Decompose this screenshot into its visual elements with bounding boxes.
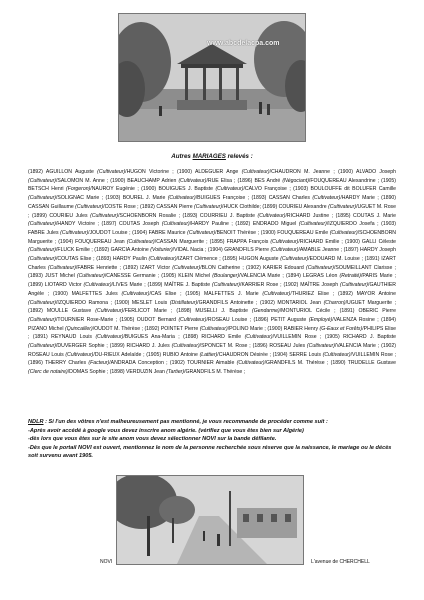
avenue-photo	[116, 475, 304, 565]
record-occupation: (Voiturier)	[150, 247, 173, 254]
record-text: /GRANDFILS M. Thérèse ; (1890) TRUDELLE Gustave	[264, 360, 397, 367]
record-occupation: (Cultivateur)	[262, 290, 291, 297]
record-text: /GRANDFILS Antoinette ; (1902) MONTARIOL Jean	[197, 299, 324, 306]
record-occupation: (Cultivateur)	[161, 221, 190, 228]
record-text: /COSTE Rose ; (1892) CASSAN Pierre	[103, 203, 195, 210]
heading-suffix: relevés :	[225, 153, 253, 160]
record-occupation: (Employé)	[308, 316, 333, 323]
record-occupation: (Cultivateur)	[280, 256, 309, 263]
record-text: /SCHOENBORN Marguerite ; (1904) FOUQUEREAU Jean	[28, 229, 396, 245]
record-text: /SOUMEILLANT Clarisse ; (1893) JUST Michel	[28, 264, 396, 280]
record-occupation: (Cultivateur)	[244, 334, 273, 341]
record-occupation: (Cultivateur)	[322, 351, 351, 358]
record-text: /DOMAS Sophie ; (1898) VERDUZIN Jean	[67, 369, 167, 376]
record-text: /ANDRADA Conception ; (1902) TOURNIER Aimable	[109, 360, 237, 367]
record-text: /SOLIGNAC Marie ; (1903) BOUREL J. Marie	[56, 195, 168, 202]
caption-right: L'avenue de CHERCHELL	[311, 559, 370, 565]
record-text: /UGUET M. Rose ; (1899) COURIEU Jules	[28, 203, 396, 219]
note-line: -dès lors que vous êtes sur le site anom vous devez sélectionner NOVI sur la bande défilante.	[28, 436, 277, 443]
record-text: /BUIGUES Françoise ; (1893) CASSAN Charles	[195, 195, 313, 202]
record-occupation: (Cultivateur)	[270, 247, 299, 254]
record-occupation: (Cultivateur)	[171, 343, 200, 350]
record-occupation: (Cultivateur)	[148, 256, 177, 263]
record-text: /TOURNIER Rose-Marie ; (1905) OUDOT Bernard	[56, 316, 179, 323]
record-occupation: (Cultivateur)	[121, 290, 150, 297]
record-text: /FERLICOT Marie ; (1898) MUSELLI J. Baptiste	[123, 308, 253, 315]
record-occupation: (Facteur)	[88, 360, 110, 367]
record-occupation: (Cultivateur)	[28, 177, 56, 184]
record-text: /IZQUIERDO Ramona ; (1900) MESLET Louis	[56, 299, 170, 306]
note-line: -Après avoir accédé à google vous devez inscrire anom algérie. (vérifiez que vous êtes bien sur Algérie)	[28, 427, 304, 434]
record-occupation: (Retraité)	[339, 273, 361, 280]
record-text: /DU-RIEUX Adelaïde ; (1905) RUBIO Antoine	[93, 351, 200, 358]
record-text: /UGUET Marguerite ; (1892) MOULLE Gustave	[28, 299, 396, 315]
record-text: /HARDY Marie ; (1890) CASSAN Guillaume	[28, 195, 396, 210]
record-occupation: (Cultivateur)	[236, 360, 265, 367]
record-occupation: (Cultivateur)	[28, 195, 56, 202]
record-occupation: (Cultivateur)	[328, 203, 357, 210]
record-text: /HUCK Clothilde; (1899) COURIEU Alexandre	[222, 203, 329, 210]
record-occupation: (Cultivateur)	[28, 221, 56, 228]
record-text: /GRANDFILS M. Thérèse ;	[184, 369, 246, 376]
record-occupation: (Cultivateur)	[305, 264, 334, 271]
record-text: /SPONCET M. Rose ; (1896) ROSEAU Jules	[199, 343, 307, 350]
record-text: /CASSAN Marguerite ; (1895) FRAPPA François	[154, 238, 271, 245]
record-text: /CANESSE Germanie ; (1905) KLEIN Michel	[104, 273, 213, 280]
record-text: /CAS Elise ; (1905) MALFETTES J. Marie	[149, 290, 263, 297]
record-occupation: (Cultivateur)	[178, 177, 207, 184]
record-occupation: (Cultivateur)	[126, 238, 155, 245]
record-text: /PHILIPS Elise ; (1891) REYNAUD Louis	[28, 325, 396, 341]
record-text: /FOUQUEREAU Alexandrine ; (1905) BETSCH Henri	[28, 177, 396, 193]
record-text: /KARRIER Rose ; (1902) MAÎTRE Joseph	[240, 282, 341, 289]
record-text: /VALENCIA Marie ; (1902) ROSEAU Louis	[28, 343, 396, 358]
record-occupation: (Cultivateur)	[95, 308, 124, 315]
record-occupation: (Cultivateur)	[241, 169, 270, 175]
record-text: (1892) AGUILLON Auguste	[28, 169, 98, 175]
record-text: /VIDAL Nacia ; (1904) GRANDFILS Pierre	[172, 247, 271, 254]
record-text: /JOUDOT Louise ; (1904) FABRE Maurice	[88, 229, 188, 236]
record-occupation: (Cultivateur)	[90, 212, 119, 219]
record-occupation: (Cultivateur)	[60, 229, 89, 236]
record-text: /VALENZA Rosine ; (1894) PIZANO Michel	[28, 316, 396, 332]
record-text: /RUE Elisa ; (1896) BES André	[206, 177, 283, 184]
record-occupation: (Cultivateur)	[28, 316, 56, 323]
record-occupation: (Cultivateur)	[178, 316, 207, 323]
record-occupation: (Cultivateur)	[199, 325, 228, 332]
note-line: -Dès que le portail NOVI est ouvert, mentionnez le nom de la personne recherchée sous réserve que la naissance, le mariage ou le décès soit survenu avant 1905.	[28, 444, 392, 460]
record-occupation: (Cultivateur)	[75, 203, 104, 210]
record-occupation: (Cultivateur)	[312, 195, 341, 202]
record-occupation: (Gendarme)	[252, 308, 280, 315]
record-text: /SCHOENBORN Rosalie ; (1893) COURRIEU J. Baptiste	[118, 212, 258, 219]
avenue-photo-drawing	[117, 476, 303, 564]
record-text: /RICHARD Justine ; (1895) COUTAS J. Marie	[285, 212, 396, 219]
record-occupation: (G-Eaux et Forêts)	[319, 325, 363, 332]
record-occupation: (Distillateur)	[169, 299, 198, 306]
caption-left: NOVI	[100, 559, 113, 565]
record-text: /FLUCK Emilie ; (1892) GARCIA Antoine	[56, 247, 151, 254]
record-occupation: (Cultivateur)	[187, 229, 216, 236]
record-text: /OUDOT M. Thérèse ; (1892) POINTET Pierre	[92, 325, 200, 332]
record-occupation: (Charron)	[323, 299, 346, 306]
record-occupation: (Négociant)	[282, 177, 309, 184]
record-occupation: (Cultivateur)	[194, 203, 223, 210]
heading-emphasis: MARIAGES	[192, 153, 226, 160]
record-text: /MONTURIOL Cécile ; (1891) OBERIC Pierre	[279, 308, 397, 315]
record-occupation: (Cultivateur)	[212, 282, 241, 289]
record-occupation: (Lattier)	[199, 351, 218, 358]
record-text: /VALENCIA Marie ; (1894) LEGRAS Léon	[239, 273, 340, 280]
record-occupation: (Cultivateur)	[172, 264, 201, 271]
record-text: /IZQUIERDO Josefa ; (1903) FABRE Jules	[28, 221, 396, 236]
record-text: /DUVERGER Sophie ; (1899) RICHARD J. Jules	[56, 343, 172, 350]
record-occupation: (Cultivateur)	[83, 282, 112, 289]
record-text: /GAUTHIER Angèle ; (1900) MALFETTES Jules	[28, 282, 397, 297]
kiosk-photo	[118, 13, 306, 142]
record-text: /ROSEAU Louise ; (1896) PETIT Auguste	[206, 316, 309, 323]
record-occupation: (Cultivateur)	[270, 238, 299, 245]
record-text: /PARIS Marie ; (1899) LIOTARD Victor	[28, 273, 396, 289]
record-text: /HUGON Victorine ; (1900) ALDEGUER Ange	[125, 169, 242, 175]
record-occupation: (Cultivateur)	[298, 221, 327, 228]
record-text: /THURIEZ Elise ; (1892) MAYOR Antoine	[290, 290, 396, 297]
record-text: /FABRE Henriette ; (1892) IZART Victor	[75, 264, 173, 271]
record-occupation: (Cultivateur)	[215, 186, 244, 193]
record-text: /BLON Catherine ; (1902) KARIER Edouard	[200, 264, 306, 271]
record-occupation: (Cultivateur)	[257, 212, 286, 219]
record-text: /NAUROY Eugénie ; (1900) BOUIGUES J. Baptiste	[90, 186, 216, 193]
ndlr-note	[28, 418, 396, 461]
record-text: /VUILLEMIN Rose ; (1905) RICHARD J. Baptiste	[272, 334, 396, 341]
record-occupation: (Cultivateur)	[97, 169, 126, 175]
record-text: /EDOUARD M. Louise ; (1891) IZART Charles	[28, 256, 396, 271]
record-occupation: (Quincailler)	[64, 325, 93, 332]
section-heading	[0, 153, 424, 160]
record-text: /AMABLE Jeanne ; (1897) HARDY Joseph	[298, 247, 396, 254]
record-occupation: (Clerc de notaire)	[28, 369, 68, 376]
record-occupation: (Cultivateur)	[76, 273, 105, 280]
record-text: /CALVO Françoise ; (1903) BOULOUFFE dit BOLUFER Camille	[243, 186, 396, 193]
record-text: /POLINO Marie ; (1900) RABIER Henry	[227, 325, 320, 332]
record-text: /CHAUDRON M. Jeanne ; (1900) ALVADO Joseph	[269, 169, 397, 175]
note-line: : Si l'un des vôtres n'est malheureusement pas mentionné, je vous recommande de procéder comme suit :	[43, 419, 328, 425]
record-occupation: (Cultivateur)	[95, 334, 124, 341]
record-text: /CHAUDRON Désirée ; (1904) SERRE Louis	[217, 351, 323, 358]
ndlr-tag: NDLR	[28, 419, 44, 425]
record-occupation: (Cultivateur)	[65, 351, 94, 358]
heading-prefix: Autres	[171, 153, 193, 160]
record-occupation: (Cultivateur)	[306, 343, 335, 350]
record-occupation: (Cultivateur)	[28, 247, 56, 254]
record-text: /VUILLEMIN Rose ; (1896) THERRY Charles	[28, 351, 396, 367]
record-occupation: (Cultivateur)	[28, 256, 56, 263]
record-text: /LIVES Marie ; (1899) MAÎTRE J. Baptiste	[111, 282, 213, 289]
record-occupation: (Cultivateur)	[28, 343, 56, 350]
record-occupation: (Cultivateur)	[329, 229, 358, 236]
photo-watermark: www.abcdelacpa.com	[207, 40, 280, 47]
record-occupation: (Boulanger)	[212, 273, 240, 280]
record-occupation: (Tartier)	[166, 369, 185, 376]
record-text: /IZART Clémence ; (1895) HUGON Auguste	[176, 256, 281, 263]
record-text: /BENOIT Thérèse ; (1900) FOUQUEREAU Emile	[215, 229, 330, 236]
marriage-records	[28, 168, 396, 377]
record-text: /HARDY Pauline ; (1892) ENDRADO Miguel	[189, 221, 299, 228]
record-text: /HANDY Victoire ; (1897) COUTAS Joseph	[56, 221, 162, 228]
record-occupation: (Cultivateur)	[167, 195, 196, 202]
record-occupation: (Cultivateur)	[47, 264, 76, 271]
record-text: /RICHARD Emilie ; (1900) GALLI Céleste	[298, 238, 397, 245]
record-occupation: (Forgeron)	[65, 186, 91, 193]
record-text: /SALOMON M. Anne ; (1900) BEAUCHAMP Adrien	[56, 177, 179, 184]
record-text: /COUTAS Elise ; (1893) HARDY Paulin	[56, 256, 149, 263]
record-occupation: (Cultivateur)	[340, 282, 369, 289]
record-text: /BUIGUES Ana-Maria ; (1898) RICHARD Emile	[123, 334, 245, 341]
kiosk-photo-drawing	[119, 14, 305, 141]
record-occupation: (Cultivateur)	[28, 299, 56, 306]
